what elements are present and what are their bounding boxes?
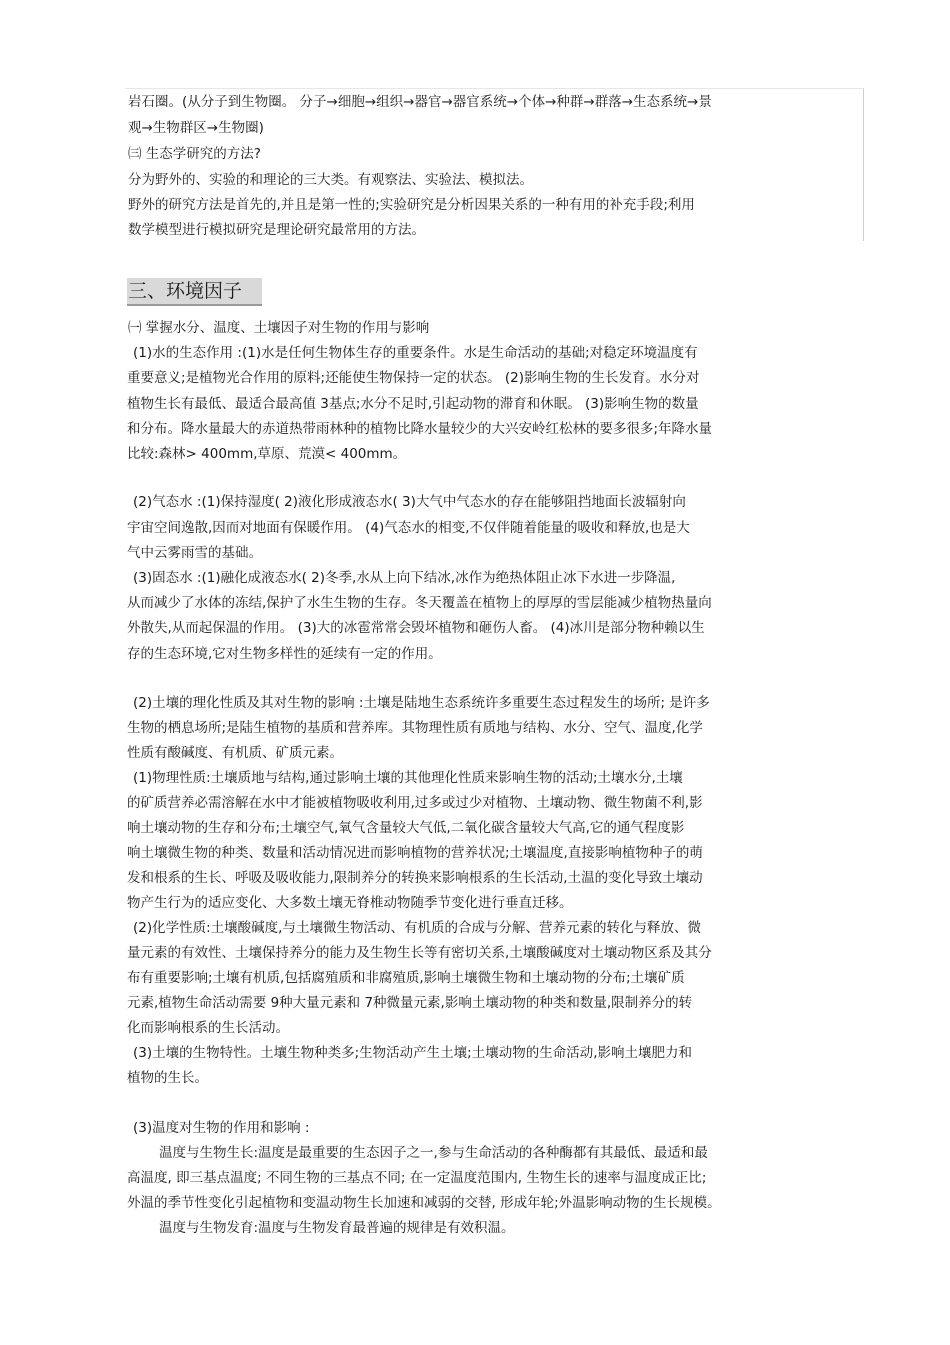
text-line: 高温度, 即三基点温度; 不同生物的三基点不同; 在一定温度范围内, 生物生长的速率与温度成正比;: [127, 1170, 707, 1186]
text-line: 外散失,从而起保温的作用。 (3)大的冰雹常常会毁坏植物和砸伤人畜。 (4)冰川是部分物种赖以生: [127, 620, 705, 636]
text-line: 布有重要影响;土壤有机质,包括腐殖质和非腐殖质,影响土壤微生物和土壤动物的分布;土壤矿质: [127, 970, 685, 986]
text-line: 分为野外的、实验的和理论的三大类。有观察法、实验法、模拟法。: [128, 172, 533, 188]
text-line: (2)气态水 :(1)保持湿度( 2)液化形成液态水( 3)大气中气态水的存在能够阻挡地面长波辐射向: [133, 494, 686, 510]
text-line: (1)物理性质:土壤质地与结构,通过影响土壤的其他理化性质来影响生物的活动;土壤水分,土壤: [133, 770, 683, 786]
text-line: 元素,植物生命活动需要 9种大量元素和 7种微量元素,影响土壤动物的种类和数量,限制养分的转: [127, 995, 693, 1011]
text-line: 发和根系的生长、呼吸及吸收能力,限制养分的转换来影响根系的生长活动,土温的变化导致土壤动: [127, 870, 703, 886]
text-line: 植物生长有最低、最适合最高值 3基点;水分不足时,引起动物的滞育和休眠。 (3)影响生物的数量: [127, 396, 699, 412]
text-line: 岩石圈。(从分子到生物圈。 分子→细胞→组织→器官→器官系统→个体→种群→群落→生态系统→景: [128, 94, 712, 110]
text-line: 生物的栖息场所;是陆生植物的基质和营养库。其物理性质有质地与结构、水分、空气、温度,化学: [127, 720, 703, 736]
text-line: 物产生行为的适应变化、大多数土壤无脊椎动物随季节变化进行垂直迁移。: [127, 895, 573, 911]
text-line: ㈠ 掌握水分、温度、土壤因子对生物的作用与影响: [128, 320, 430, 336]
text-line: 重要意义;是植物光合作用的原料;还能使生物保持一定的状态。 (2)影响生物的生长发育。水分对: [127, 370, 700, 386]
text-line: 的矿质营养必需溶解在水中才能被植物吸收利用,过多或过少对植物、土壤动物、微生物菌不利,影: [127, 795, 703, 811]
text-line: (2)化学性质:土壤酸碱度,与土壤微生物活动、有机质的合成与分解、营养元素的转化与释放、微: [133, 920, 701, 936]
text-line: ㈢ 生态学研究的方法?: [128, 146, 261, 162]
text-line: (3)温度对生物的作用和影响 :: [133, 1120, 310, 1136]
text-line: 响土壤动物的生存和分布;土壤空气,氧气含量较大气低,二氧化碳含量较大气高,它的通气程度影: [127, 820, 685, 836]
text-line: (3)固态水 :(1)融化成液态水( 2)冬季,水从上向下结冰,冰作为绝热体阻止冰下水进一步降温,: [133, 570, 676, 586]
text-line: 性质有酸碱度、有机质、矿质元素。: [127, 745, 343, 761]
text-line: 气中云雾雨雪的基础。: [127, 545, 262, 561]
text-line: 植物的生长。: [127, 1070, 208, 1086]
text-line: 野外的研究方法是首先的,并且是第一性的;实验研究是分析因果关系的一种有用的补充手段;利用: [128, 197, 695, 213]
text-line: 存的生态环境,它对生物多样性的延续有一定的作用。: [127, 646, 442, 662]
text-line: 外温的季节性变化引起植物和变温动物生长加速和减弱的交替, 形成年轮;外温影响动物的生长规模。: [127, 1195, 721, 1211]
text-line: (2)土壤的理化性质及其对生物的影响 :土壤是陆地生态系统许多重要生态过程发生的场所; 是许多: [133, 695, 710, 711]
text-line: 观→生物群区→生物圈): [128, 120, 264, 136]
text-line: 比较:森林> 400mm,草原、荒漠< 400mm。: [127, 446, 407, 462]
text-line: 温度与生物发育:温度与生物发育最普遍的规律是有效积温。: [159, 1220, 515, 1236]
text-line: 和分布。降水量最大的赤道热带雨林种的植物比降水量较少的大兴安岭红松林的要多很多;年降水量: [127, 421, 713, 437]
text-line: 响土壤微生物的种类、数量和活动情况进而影响植物的营养状况;土壤温度,直接影响植物种子的萌: [127, 845, 703, 861]
text-line: 温度与生物生长:温度是最重要的生态因子之一,参与生命活动的各种酶都有其最低、最适和最: [159, 1145, 708, 1161]
text-line: 量元素的有效性、土壤保持养分的能力及生物生长等有密切关系,土壤酸碱度对土壤动物区系及其分: [127, 945, 712, 961]
text-line: (1)水的生态作用 :(1)水是任何生物体生存的重要条件。水是生命活动的基础;对稳定环境温度有: [133, 345, 698, 361]
text-line: 数学模型进行模拟研究是理论研究最常用的方法。: [128, 222, 425, 238]
text-line: 化而影响根系的生长活动。: [127, 1020, 289, 1036]
text-line: 从而减少了水体的冻结,保护了水生生物的生存。冬天覆盖在植物上的厚厚的雪层能减少植物热量向: [127, 595, 712, 611]
section-heading: 三、环境因子: [127, 278, 262, 306]
text-line: 宇宙空间逸散,因而对地面有保暖作用。 (4)气态水的相变,不仅伴随着能量的吸收和释放,也是大: [127, 520, 690, 536]
text-line: (3)土壤的生物特性。土壤生物种类多;生物活动产生土壤;土壤动物的生命活动,影响土壤肥力和: [133, 1045, 693, 1061]
